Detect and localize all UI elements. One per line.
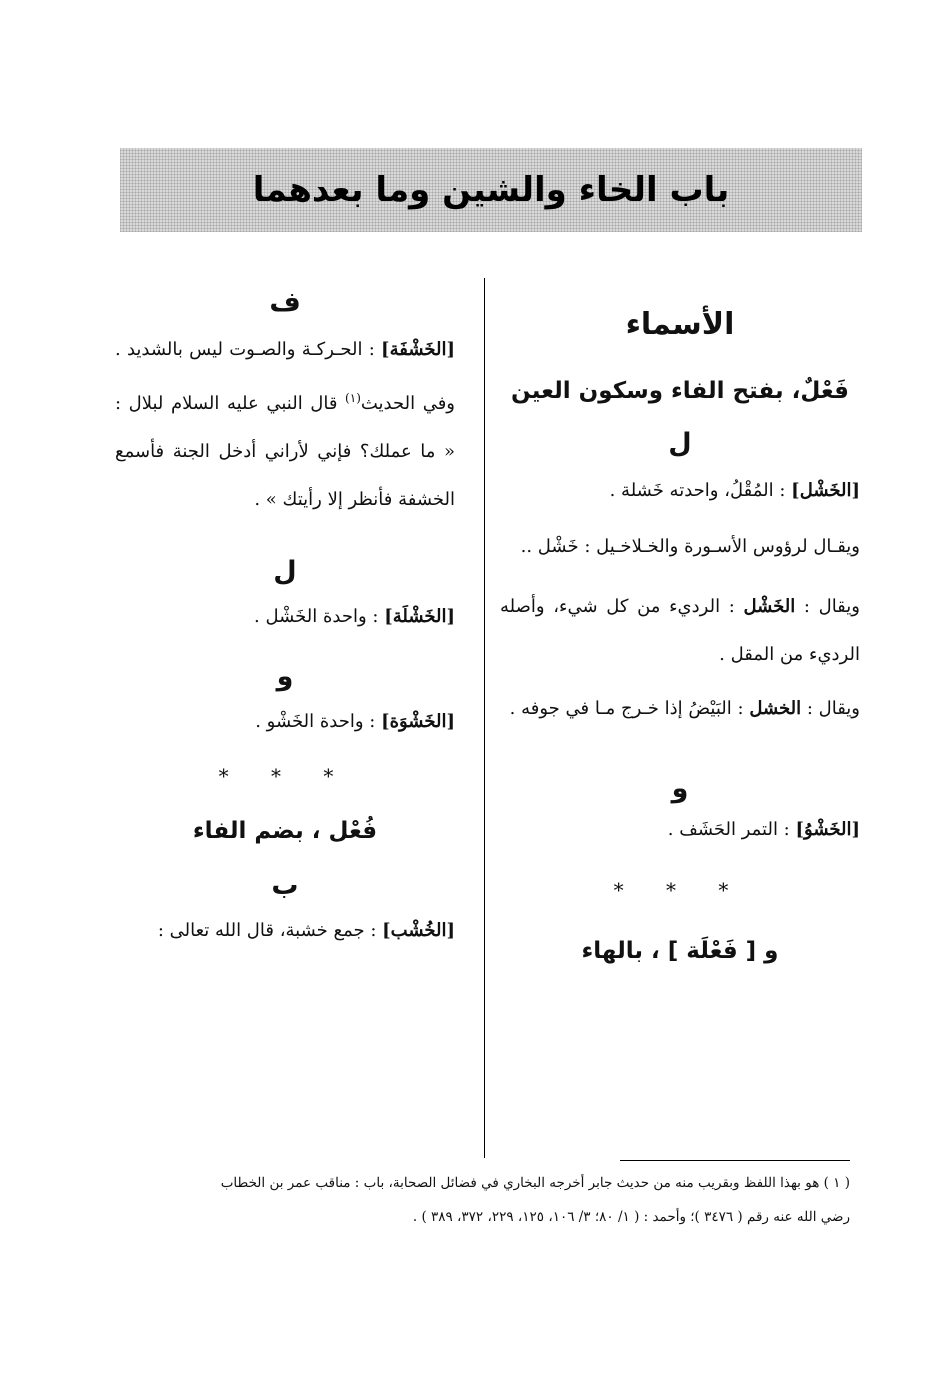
entry-definition: : الحـركـة والصـوت ليس بالشديد . وفي الحديث <box>115 339 455 414</box>
entry-definition: : الرديء من كل شيء، وأصله الرديء من المقل . <box>500 596 860 665</box>
chapter-banner <box>120 148 862 232</box>
entry-prefix: ويقال : <box>806 698 860 719</box>
entry-definition: : التمر الحَشَف . <box>667 819 790 840</box>
chapter-title: باب الخاء والشين وما بعدهما <box>252 170 730 210</box>
footnote-line: رضي الله عنه رقم ( ٣٤٧٦ )؛ وأحمد : ( ١/ ٨٠؛ ٣/ ١٠٦، ١٢٥، ٢٢٩، ٣٧٢، ٣٨٩ ) . <box>412 1209 850 1225</box>
section-separator: * * * <box>218 764 352 788</box>
entry-definition: : واحدة الخَشْو . <box>255 711 376 732</box>
entry-headword: [الخَشْوَة] <box>381 711 455 732</box>
letter-heading-l: ل <box>273 556 297 587</box>
entry-headword: الخشل <box>749 698 802 719</box>
entry-headword: [الخَشْل] <box>791 480 860 501</box>
letter-heading-w: و <box>671 773 689 804</box>
entry-headword: [الخَشْفَة] <box>381 339 455 360</box>
entry-khashl-eggs <box>500 685 860 733</box>
entry-headword: [الخَشْلَة] <box>384 606 455 627</box>
letter-heading-l: ل <box>668 428 692 459</box>
letter-heading-w: و <box>276 661 294 692</box>
entry-headword: [الخُشْب] <box>382 920 455 941</box>
letter-heading-b: ب <box>271 870 299 901</box>
entry-khashl-inferior <box>500 583 860 679</box>
entry-khashwa <box>115 698 455 746</box>
entry-khashw <box>500 806 860 854</box>
pattern-heading-faala: و [ فَعْلَة ] ، بالهاء <box>581 938 779 964</box>
entry-headword: [الخَشْوُ] <box>795 819 860 840</box>
entry-prefix: ويقال : <box>803 596 860 617</box>
entry-definition: : جمع خشبة، قال الله تعالى : <box>157 920 377 941</box>
entry-khashfa <box>115 326 455 524</box>
footnote-ref[interactable]: (١) <box>345 391 361 405</box>
left-column <box>115 285 455 955</box>
entry-definition: : البَيْضُ إذا خـرج مـا في جوفه . <box>509 698 744 719</box>
entry-khashl <box>500 467 860 515</box>
footnote-separator <box>620 1160 850 1161</box>
entry-headword: الخَشْل <box>743 596 796 617</box>
section-separator: * * * <box>613 878 747 902</box>
entry-khushb <box>115 907 455 955</box>
entry-definition: : واحدة الخَشْل . <box>254 606 379 627</box>
pattern-heading-ful: فُعْل ، بضم الفاء <box>192 818 378 844</box>
pattern-heading: فَعْلٌ، بفتح الفاء وسكون العين <box>511 378 849 404</box>
footnote-line: ( ١ ) هو بهذا اللفظ وبقريب منه من حديث جابر أخرجه البخاري في فضائل الصحابة، باب : مناقب عمر بن الخطاب <box>220 1175 850 1191</box>
entry-hadith: قال النبي عليه السلام لبلال : « ما عملك؟ فإني لأراني أدخل الجنة فأسمع الخشفة فأنظر إلا رأيتك » . <box>115 393 455 510</box>
column-divider <box>484 278 485 1158</box>
letter-heading-f: ف <box>269 287 301 318</box>
footnote <box>120 1166 850 1234</box>
section-heading: الأسماء <box>625 307 735 342</box>
entry-definition: : المُقْلُ، واحدته خَشلة . <box>609 480 786 501</box>
right-column <box>500 285 860 964</box>
entry-khashla <box>115 593 455 641</box>
entry-khashl-bracelets: ويقـال لرؤوس الأسـورة والخـلاخـيل : خَشْل .. <box>520 536 860 557</box>
